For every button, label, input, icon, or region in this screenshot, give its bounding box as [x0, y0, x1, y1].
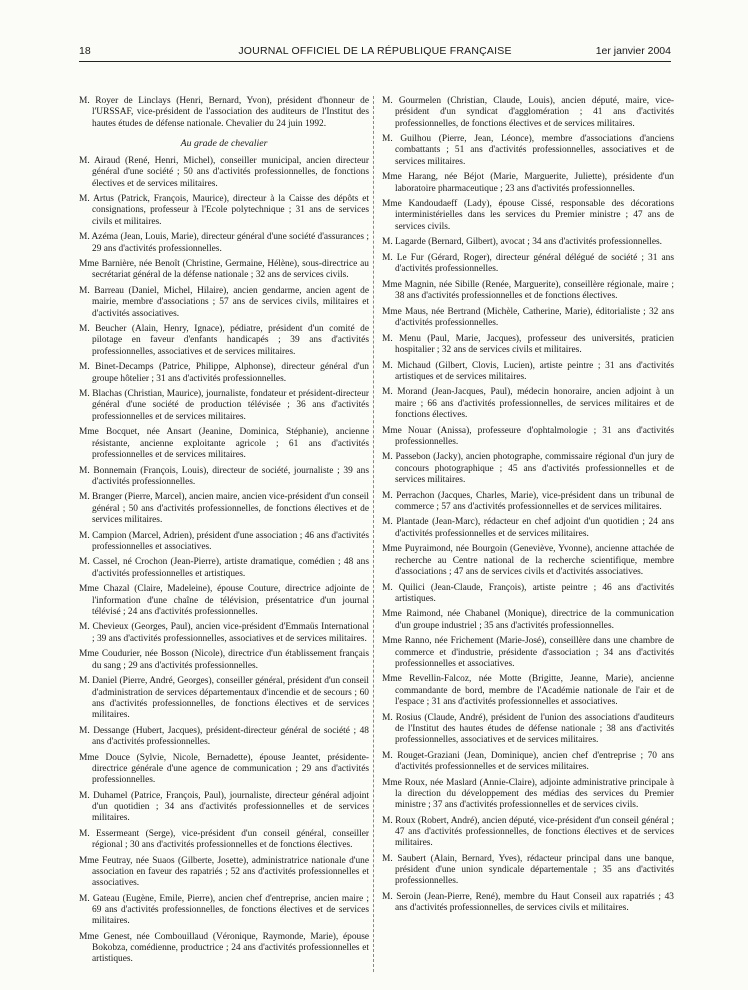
page-number: 18 — [79, 45, 91, 57]
honoree-entry: M. Gourmelen (Christian, Claude, Louis), ancien député, maire, vice-président d'un syndicat d'agglomération ; 41 ans d'activités professionnelles, de fonctions électives et de services militaires. — [382, 96, 674, 129]
honoree-entry: Mme Harang, née Béjot (Marie, Marguerite, Juliette), présidente d'un laboratoire pharmaceutique ; 23 ans d'activités professionnelles. — [382, 172, 674, 194]
honoree-entry: M. Michaud (Gilbert, Clovis, Lucien), artiste peintre ; 31 ans d'activités artistiques et de services militaires. — [382, 360, 674, 382]
honoree-entry: M. Duhamel (Patrice, François, Paul), journaliste, directeur général adjoint d'un quotidien ; 34 ans d'activités professionnelles et de services militaires. — [79, 790, 369, 824]
honoree-entry: Mme Raimond, née Chabanel (Monique), directrice de la communication d'un groupe industriel ; 35 ans d'activités professionnelles. — [382, 609, 674, 631]
honoree-entry: M. Roux (Robert, André), ancien député, vice-président d'un conseil général ; 47 ans d'activités professionnelles, de fonctions électives et de services militaires. — [382, 815, 674, 849]
honoree-entry: Mme Feutray, née Suaos (Gilberte, Josette), administratrice nationale d'une association en faveur des rapatriés ; 52 ans d'activités professionnelles et associatives. — [79, 855, 369, 889]
page-header — [79, 43, 671, 62]
honoree-entry: M. Branger (Pierre, Marcel), ancien maire, ancien vice-président d'un conseil général ; 50 ans d'activités professionnelles, de fonctions électives et de services militaires. — [79, 492, 369, 525]
honoree-entry: M. Dessange (Hubert, Jacques), président-directeur général de société ; 48 ans d'activités professionnelles. — [79, 725, 369, 747]
honoree-entry: M. Perrachon (Jacques, Charles, Marie), vice-président dans un tribunal de commerce ; 57 ans d'activités professionnelles et de services militaires. — [382, 490, 674, 512]
honoree-entry: M. Campion (Marcel, Adrien), président d'une association ; 46 ans d'activités professionnelles et associatives. — [79, 530, 369, 552]
honoree-entry: M. Rouget-Graziani (Jean, Dominique), ancien chef d'entreprise ; 70 ans d'activités professionnelles et de services militaires. — [382, 750, 674, 772]
column-divider — [373, 96, 374, 972]
honoree-entry: M. Rosius (Claude, André), président de l'union des associations d'auditeurs de l'Institut des hautes études de défense nationale ; 38 ans d'activités professionnelles, associatives et de services militaires. — [382, 712, 674, 746]
honoree-entry: Mme Roux, née Maslard (Annie-Claire), adjointe administrative principale à la direction du développement des médias des services du Premier ministre ; 37 ans d'activités professionnelles et de services civils. — [382, 777, 674, 811]
issue-date: 1er janvier 2004 — [595, 45, 671, 57]
honoree-entry: M. Binet-Decamps (Patrice, Philippe, Alphonse), directeur général d'un groupe hôtelier ; 31 ans d'activités professionnelles. — [79, 362, 369, 384]
honoree-entry: M. Seroin (Jean-Pierre, René), membre du Haut Conseil aux rapatriés ; 43 ans d'activités professionnelles, de services civils et militaires. — [382, 892, 674, 914]
honoree-entry: M. Cassel, né Crochon (Jean-Pierre), artiste dramatique, comédien ; 48 ans d'activités professionnelles et artistiques. — [79, 557, 369, 579]
honoree-entry: M. Airaud (René, Henri, Michel), conseiller municipal, ancien directeur général d'une société ; 50 ans d'activités professionnelles, de fonctions électives et de services militaires. — [79, 156, 369, 189]
honoree-entry: Mme Chazal (Claire, Madeleine), épouse Couture, directrice adjointe de l'information d'une chaîne de télévision, présentatrice d'un journal télévisé ; 24 ans d'activités professionnelles. — [79, 584, 369, 617]
honoree-entry: M. Lagarde (Bernard, Gilbert), avocat ; 34 ans d'activités professionnelles. — [382, 237, 662, 248]
honoree-entry: Mme Kandoudaeff (Lady), épouse Cissé, responsable des décorations interministérielles dans les services du Premier ministre ; 47 ans de services civils. — [382, 199, 674, 232]
honoree-entry: M. Plantade (Jean-Marc), rédacteur en chef adjoint d'un quotidien ; 24 ans d'activités professionnelles et de services militaires. — [382, 517, 674, 539]
left-entry-list — [79, 156, 369, 966]
honoree-entry: Mme Puyraimond, née Bourgoin (Geneviève, Yvonne), ancienne attachée de recherche au Centre national de la recherche scientifique, membre d'associations ; 47 ans de services civils et d'activités associatives. — [382, 544, 674, 577]
honoree-entry: M. Morand (Jean-Jacques, Paul), médecin honoraire, ancien adjoint à un maire ; 66 ans d'activités professionnelles, de services militaires et de fonctions électives. — [382, 387, 674, 420]
honoree-entry: M. Beucher (Alain, Henry, Ignace), pédiatre, président d'un comité de pilotage en faveur d'enfants handicapés ; 39 ans d'activités professionnelles, associatives et de services militaires. — [79, 324, 369, 357]
honoree-entry: Mme Barnière, née Benoît (Christine, Germaine, Hélène), sous-directrice au secrétariat général de la défense nationale ; 32 ans de services civils. — [79, 259, 369, 281]
honoree-entry: M. Azéma (Jean, Louis, Marie), directeur général d'une société d'assurances ; 29 ans d'activités professionnelles. — [79, 232, 369, 254]
honoree-entry: Mme Coudurier, née Bosson (Nicole), directrice d'un établissement français du sang ; 29 ans d'activités professionnelles. — [79, 649, 369, 671]
honoree-entry: Mme Bocquet, née Ansart (Jeanine, Dominica, Stéphanie), ancienne résistante, ancienne exploitante agricole ; 61 ans d'activités professionnelles et de services militaires. — [79, 427, 369, 460]
section-subheading: Au grade de chevalier — [180, 137, 268, 149]
journal-title: JOURNAL OFFICIEL DE LA RÉPUBLIQUE FRANÇAISE — [238, 45, 512, 57]
honoree-entry: M. Bonnemain (François, Louis), directeur de société, journaliste ; 39 ans d'activités professionnelles. — [79, 465, 369, 487]
right-entry-list — [382, 96, 674, 915]
left-column — [79, 96, 369, 970]
honoree-entry: M. Guilhou (Pierre, Jean, Léonce), membre d'associations d'anciens combattants ; 51 ans d'activités professionnelles, associatives et de services militaires. — [382, 134, 674, 167]
honoree-entry: Mme Douce (Sylvie, Nicole, Bernadette), épouse Jeantet, présidente-directrice générale d'une agence de communication ; 29 ans d'activités professionnelles. — [79, 752, 369, 786]
honoree-entry: M. Barreau (Daniel, Michel, Hilaire), ancien gendarme, ancien agent de mairie, membre d'associations ; 57 ans de services civils, militaires et d'activités associatives. — [79, 286, 369, 319]
right-column — [382, 96, 674, 919]
honoree-entry: Mme Genest, née Combouillaud (Véronique, Raymonde, Marie), épouse Bokobza, comédienne, productrice ; 24 ans d'activités professionnelles et artistiques. — [79, 931, 369, 965]
honoree-entry: M. Daniel (Pierre, André, Georges), conseiller général, président d'un conseil d'administration de services départementaux d'incendie et de secours ; 60 ans d'activités professionnelles, de fonctions électives et de services militaires. — [79, 676, 369, 720]
honoree-entry: M. Menu (Paul, Marie, Jacques), professeur des universités, praticien hospitalier ; 32 ans de services civils et militaires. — [382, 333, 674, 355]
intro-entry: M. Royer de Linclays (Henri, Bernard, Yvon), président d'honneur de l'URSSAF, vice-président de l'association des auditeurs de l'Institut des hautes études de défense nationale. Chevalier du 24 juin 1992. — [79, 96, 369, 129]
honoree-entry: M. Le Fur (Gérard, Roger), directeur général délégué de société ; 31 ans d'activités professionnelles. — [382, 252, 674, 275]
honoree-entry: M. Quilici (Jean-Claude, François), artiste peintre ; 46 ans d'activités artistiques. — [382, 582, 674, 604]
honoree-entry: M. Artus (Patrick, François, Maurice), directeur à la Caisse des dépôts et consignations, professeur à l'Ecole polytechnique ; 31 ans de services civils et militaires. — [79, 194, 369, 227]
honoree-entry: M. Chevieux (Georges, Paul), ancien vice-président d'Emmaüs International ; 39 ans d'activités professionnelles, associatives et de services militaires. — [79, 622, 369, 644]
honoree-entry: Mme Maus, née Bertrand (Michèle, Catherine, Marie), éditorialiste ; 32 ans d'activités professionnelles. — [382, 306, 674, 328]
honoree-entry: Mme Nouar (Anissa), professeure d'ophtalmologie ; 31 ans d'activités professionnelles. — [382, 425, 674, 447]
honoree-entry: M. Gateau (Eugène, Emile, Pierre), ancien chef d'entreprise, ancien maire ; 69 ans d'activités professionnelles, de fonctions électives et de services militaires. — [79, 893, 369, 927]
honoree-entry: Mme Magnin, née Sibille (Renée, Marguerite), conseillère régionale, maire ; 38 ans d'activités professionnelles et de fonctions électives. — [382, 279, 674, 302]
honoree-entry: Mme Revellin-Falcoz, née Motte (Brigitte, Jeanne, Marie), ancienne commandante de bord, membre de l'Académie nationale de l'air et de l'espace ; 31 ans d'activités professionnelles et associatives. — [382, 674, 674, 707]
honoree-entry: M. Saubert (Alain, Bernard, Yves), rédacteur principal dans une banque, président d'une union syndicale départementale ; 35 ans d'activités professionnelles. — [382, 853, 674, 887]
honoree-entry: Mme Ranno, née Frichement (Marie-José), conseillère dans une chambre de commerce et d'industrie, présidente d'association ; 34 ans d'activités professionnelles et associatives. — [382, 636, 674, 669]
honoree-entry: M. Essermeant (Serge), vice-président d'un conseil général, conseiller régional ; 30 ans d'activités professionnelles et de fonctions électives. — [79, 828, 369, 851]
honoree-entry: M. Blachas (Christian, Maurice), journaliste, fondateur et président-directeur général d'une société de production télévisée ; 36 ans d'activités professionnelles et de services militaires. — [79, 389, 369, 422]
honoree-entry: M. Passebon (Jacky), ancien photographe, commissaire régional d'un jury de concours photographique ; 45 ans d'activités professionnelles et de services militaires. — [382, 452, 674, 485]
